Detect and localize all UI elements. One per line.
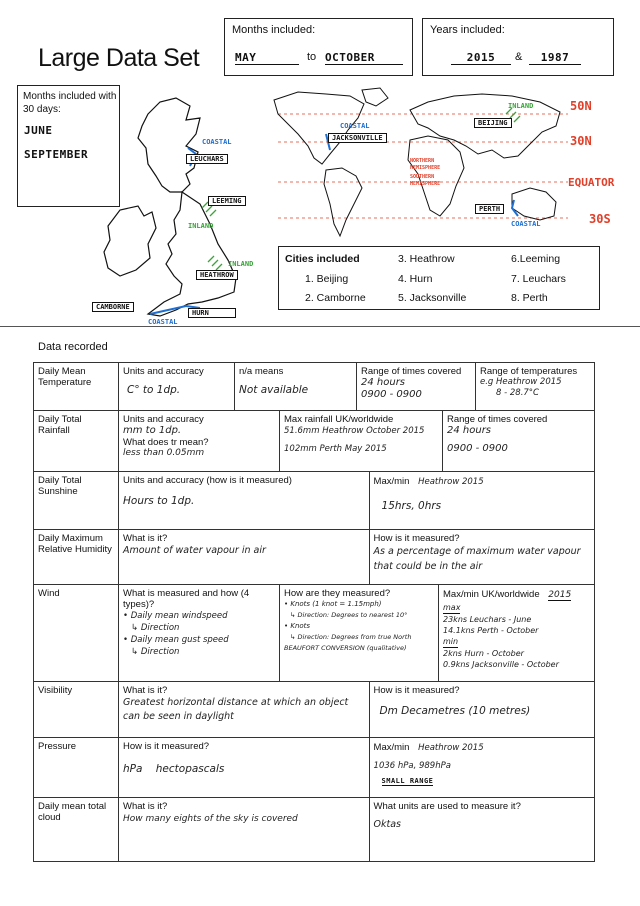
rain-max-value-b: 102mm Perth May 2015 [284, 444, 387, 454]
cloud-units-value: Oktas [373, 819, 402, 830]
temp-units-header: Units and accuracy [123, 366, 204, 377]
wind-max-year: 2015 [548, 590, 572, 600]
gb-outline [138, 98, 236, 316]
thirty-days-label: Months included with 30 days: [23, 91, 117, 115]
wind-max-label: max [443, 603, 461, 612]
wind-max-header [443, 588, 590, 602]
cities-label: Cities included [285, 253, 360, 265]
ireland-outline [104, 206, 156, 276]
world-city-perth: PERTH [475, 204, 504, 214]
uk-inland-north: INLAND [188, 222, 214, 230]
pressure-range-note: SMALL RANGE [381, 777, 434, 785]
temp-na-value: Not available [239, 384, 309, 396]
city-5: 5. Jacksonville [398, 292, 467, 304]
wind-min-label: min [443, 637, 459, 646]
row-name: Daily Mean Temperature [34, 363, 119, 411]
world-northern-hemisphere: NORTHERN HEMISPHERE [410, 158, 441, 171]
wind-what-value-d: ↳ Direction [131, 647, 180, 657]
humidity-what-value: Amount of water vapour in air [123, 545, 266, 556]
data-recorded-heading: Data recorded [38, 341, 108, 353]
uk-map [90, 88, 270, 338]
visibility-what-value: Greatest horizontal distance at which an object can be seen in daylight [123, 697, 349, 722]
row-humidity [34, 530, 595, 585]
wind-how-value-d: ↳ Direction: Degrees from true North [290, 633, 412, 641]
pressure-maxmin-year: Heathrow 2015 [418, 743, 484, 753]
city-1: 1. Beijing [305, 273, 349, 285]
city-6: 6.Leeming [511, 253, 561, 265]
year-1987: 1987 [529, 51, 581, 65]
wind-what-header: What is measured and how (4 types)? [123, 588, 250, 610]
temp-na-header: n/a means [239, 366, 284, 377]
year-2015: 2015 [451, 51, 511, 65]
world-city-beijing: BEIJING [474, 118, 512, 128]
rain-range-times-value-b: 0900 - 0900 [447, 443, 508, 454]
rain-tr-header: What does tr mean? [123, 437, 209, 448]
rain-max-value-a: 51.6mm Heathrow October 2015 [284, 426, 425, 436]
months-included-label: Months included: [232, 24, 316, 36]
sun-maxmin-value: 15hrs, 0hrs [381, 500, 442, 512]
wind-what-value-c: • Daily mean gust speed [123, 635, 229, 645]
wind-max-value-a: 23kns Leuchars - June [443, 615, 532, 624]
month-september: SEPTEMBER [24, 148, 89, 161]
world-inland: INLAND [508, 102, 534, 110]
temp-range-times-value-a: 24 hours [361, 377, 406, 388]
row-rainfall [34, 411, 595, 472]
cloud-what-value: How many eights of the sky is covered [123, 814, 298, 824]
row-name: Daily Total Rainfall [34, 411, 119, 472]
wind-min-value-b: 0.9kns Jacksonville - October [443, 660, 559, 669]
pressure-maxmin-value: 1036 hPa, 989hPa [373, 761, 451, 771]
row-visibility [34, 682, 595, 738]
city-7: 7. Leuchars [511, 273, 566, 285]
temp-units-value: C° to 1dp. [127, 384, 181, 396]
wind-what-value-a: • Daily mean windspeed [123, 611, 228, 621]
rain-tr-value: less than 0.05mm [123, 448, 205, 458]
cloud-what-header: What is it? [123, 801, 168, 812]
wind-how-value-c: • Knots [284, 622, 311, 630]
city-2: 2. Camborne [305, 292, 366, 304]
wind-how-value-e: BEAUFORT CONVERSION (qualitative) [284, 644, 407, 652]
page-title: Large Data Set [38, 44, 200, 72]
lat-label-50n: 50N [570, 99, 592, 113]
visibility-how-header: How is it measured? [373, 685, 460, 696]
years-amp: & [515, 51, 523, 63]
wind-max-header-text: Max/min UK/worldwide [443, 589, 540, 600]
cities-box [278, 246, 600, 310]
wind-how-header: How are they measured? [284, 588, 391, 599]
row-pressure [34, 738, 595, 798]
months-to: OCTOBER [325, 51, 403, 65]
row-sunshine [34, 472, 595, 530]
temp-range-temps-header: Range of temperatures [480, 366, 578, 377]
row-name: Wind [34, 585, 119, 682]
visibility-what-header: What is it? [123, 685, 168, 696]
pressure-how-value: hPa hectopascals [123, 763, 225, 775]
rain-max-header: Max rainfall UK/worldwide [284, 414, 394, 425]
wind-how-value-a: • Knots (1 knot = 1.15mph) [284, 600, 382, 608]
south-america-outline [324, 168, 362, 236]
uk-city-leeming: LEEMING [208, 196, 246, 206]
months-from: MAY [235, 51, 299, 65]
temp-range-times-header: Range of times covered [361, 366, 462, 377]
uk-inland-south: INLAND [228, 260, 254, 268]
wind-max-value-b: 14.1kns Perth - October [443, 626, 539, 635]
months-included-box [224, 18, 413, 76]
world-coastal-j: COASTAL [340, 122, 370, 130]
humidity-what-header: What is it? [123, 533, 168, 544]
humidity-how-value: As a percentage of maximum water vapour that could be in the air [373, 546, 581, 572]
temp-range-temps-value-b: 8 - 28.7°C [496, 388, 539, 398]
rain-range-times-value-a: 24 hours [447, 425, 492, 436]
greenland-outline [362, 88, 388, 106]
row-name: Visibility [34, 682, 119, 738]
sun-units-value: Hours to 1dp. [123, 495, 195, 507]
pressure-maxmin-header: Max/min [373, 742, 410, 753]
world-city-jacksonville: JACKSONVILLE [328, 133, 387, 143]
uk-coastal-north: COASTAL [202, 138, 232, 146]
cloud-units-header: What units are used to measure it? [373, 801, 521, 812]
years-included-label: Years included: [430, 24, 505, 36]
city-3: 3. Heathrow [398, 253, 455, 265]
rain-units-value: mm to 1dp. [123, 425, 182, 436]
inland-hatch-south [208, 256, 222, 270]
section-divider [0, 326, 640, 327]
uk-city-camborne: CAMBORNE [92, 302, 134, 312]
rain-units-header: Units and accuracy [123, 414, 204, 425]
row-name: Daily mean total cloud [34, 798, 119, 862]
humidity-how-header: How is it measured? [373, 533, 460, 544]
uk-city-leuchars: LEUCHARS [186, 154, 228, 164]
lat-label-30s: 30S [589, 212, 611, 226]
row-name: Pressure [34, 738, 119, 798]
city-4: 4. Hurn [398, 273, 433, 285]
perth-coast-line [512, 200, 518, 216]
sun-maxmin-year: Heathrow 2015 [418, 477, 484, 487]
month-june: JUNE [24, 124, 53, 137]
rain-range-times-header: Range of times covered [447, 414, 548, 425]
sun-maxmin-header: Max/min [373, 476, 410, 487]
wind-what-value-b: ↳ Direction [131, 623, 180, 633]
visibility-how-value: Dm Decametres (10 metres) [379, 705, 531, 717]
uk-city-heathrow: HEATHROW [196, 270, 238, 280]
lat-label-30n: 30N [570, 134, 592, 148]
sun-units-header: Units and accuracy (how is it measured) [123, 475, 292, 486]
wind-how-value-b: ↳ Direction: Degrees to nearest 10° [290, 611, 408, 619]
city-8: 8. Perth [511, 292, 548, 304]
temp-range-temps-value-a: e.g Heathrow 2015 [480, 377, 562, 387]
uk-city-hurn: HURN [188, 308, 236, 318]
world-southern-hemisphere: SOUTHERN HEMISPHERE [410, 174, 441, 187]
row-wind [34, 585, 595, 682]
row-name: Daily Maximum Relative Humidity [34, 530, 119, 585]
row-cloud [34, 798, 595, 862]
world-coastal-p: COASTAL [511, 220, 541, 228]
pressure-how-header: How is it measured? [123, 741, 210, 752]
lat-label-equator: EQUATOR [568, 176, 615, 189]
data-table [33, 362, 595, 862]
row-temperature [34, 363, 595, 411]
years-included-box [422, 18, 614, 76]
uk-coastal-south: COASTAL [148, 318, 178, 326]
row-name: Daily Total Sunshine [34, 472, 119, 530]
wind-min-value-a: 2kns Hurn - October [443, 649, 524, 658]
temp-range-times-value-b: 0900 - 0900 [361, 389, 422, 400]
months-to-word: to [307, 51, 317, 63]
